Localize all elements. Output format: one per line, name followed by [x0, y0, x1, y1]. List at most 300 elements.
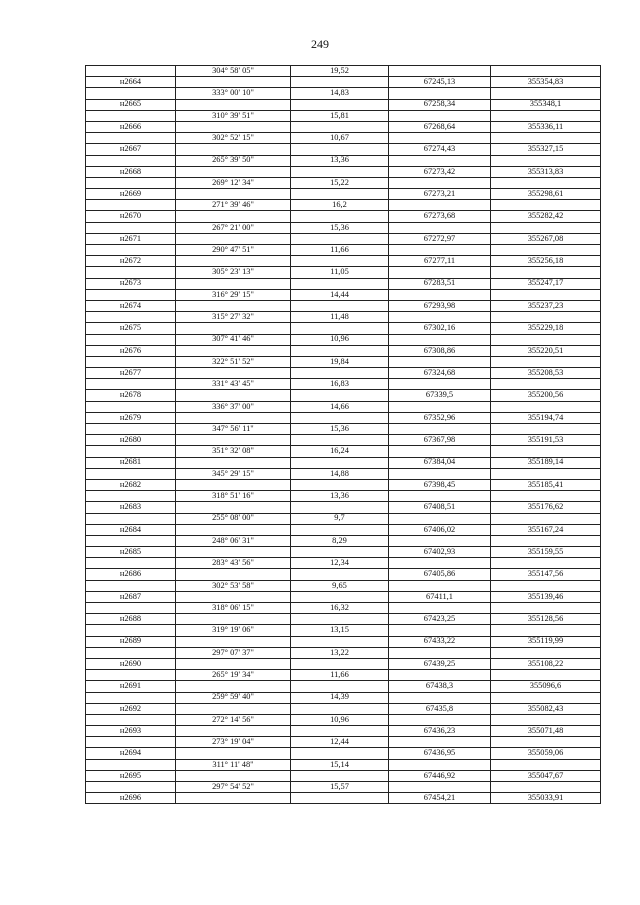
y-coordinate-cell: 355176,62 — [491, 502, 601, 513]
x-coordinate-cell — [389, 446, 491, 457]
angle-cell — [176, 233, 291, 244]
point-cell — [86, 580, 176, 591]
distance-cell — [291, 502, 389, 513]
x-coordinate-cell: 67268,64 — [389, 121, 491, 132]
angle-cell: 271° 39' 46" — [176, 200, 291, 211]
table-row — [86, 782, 601, 793]
angle-cell — [176, 748, 291, 759]
y-coordinate-cell: 355167,24 — [491, 524, 601, 535]
y-coordinate-cell: 355348,1 — [491, 99, 601, 110]
y-coordinate-cell — [491, 737, 601, 748]
point-cell — [86, 110, 176, 121]
table-row — [86, 513, 601, 524]
angle-cell — [176, 770, 291, 781]
x-coordinate-cell: 67339,5 — [389, 390, 491, 401]
distance-cell: 16,2 — [291, 200, 389, 211]
y-coordinate-cell: 355185,41 — [491, 479, 601, 490]
table-row — [86, 390, 601, 401]
point-cell: н2668 — [86, 166, 176, 177]
point-cell: н2672 — [86, 256, 176, 267]
distance-cell: 16,32 — [291, 603, 389, 614]
x-coordinate-cell — [389, 401, 491, 412]
table-row — [86, 133, 601, 144]
table-row — [86, 412, 601, 423]
x-coordinate-cell — [389, 133, 491, 144]
point-cell: н2679 — [86, 412, 176, 423]
table-row — [86, 703, 601, 714]
point-cell — [86, 133, 176, 144]
y-coordinate-cell: 355147,56 — [491, 569, 601, 580]
y-coordinate-cell: 355327,15 — [491, 144, 601, 155]
distance-cell — [291, 547, 389, 558]
angle-cell — [176, 300, 291, 311]
point-cell: н2673 — [86, 278, 176, 289]
x-coordinate-cell: 67436,95 — [389, 748, 491, 759]
x-coordinate-cell — [389, 737, 491, 748]
distance-cell: 15,14 — [291, 759, 389, 770]
point-cell: н2664 — [86, 77, 176, 88]
x-coordinate-cell — [389, 379, 491, 390]
x-coordinate-cell — [389, 468, 491, 479]
point-cell: н2695 — [86, 770, 176, 781]
point-cell: н2690 — [86, 658, 176, 669]
distance-cell: 15,36 — [291, 222, 389, 233]
distance-cell: 9,7 — [291, 513, 389, 524]
x-coordinate-cell — [389, 759, 491, 770]
angle-cell — [176, 524, 291, 535]
angle-cell: 283° 43' 56" — [176, 558, 291, 569]
x-coordinate-cell — [389, 782, 491, 793]
point-cell: н2665 — [86, 99, 176, 110]
point-cell: н2680 — [86, 435, 176, 446]
x-coordinate-cell: 67384,04 — [389, 457, 491, 468]
distance-cell — [291, 435, 389, 446]
table-row — [86, 591, 601, 602]
angle-cell — [176, 726, 291, 737]
point-cell: н2694 — [86, 748, 176, 759]
point-cell: н2674 — [86, 300, 176, 311]
angle-cell: 265° 19' 34" — [176, 670, 291, 681]
table-row — [86, 636, 601, 647]
x-coordinate-cell — [389, 356, 491, 367]
y-coordinate-cell — [491, 558, 601, 569]
y-coordinate-cell: 355194,74 — [491, 412, 601, 423]
distance-cell — [291, 636, 389, 647]
point-cell: н2671 — [86, 233, 176, 244]
angle-cell: 290° 47' 51" — [176, 245, 291, 256]
y-coordinate-cell — [491, 759, 601, 770]
table-row — [86, 368, 601, 379]
distance-cell: 13,36 — [291, 155, 389, 166]
distance-cell: 13,36 — [291, 491, 389, 502]
x-coordinate-cell: 67438,3 — [389, 681, 491, 692]
point-cell — [86, 245, 176, 256]
angle-cell: 259° 59' 40" — [176, 692, 291, 703]
point-cell — [86, 513, 176, 524]
x-coordinate-cell — [389, 289, 491, 300]
distance-cell: 16,24 — [291, 446, 389, 457]
y-coordinate-cell: 355313,83 — [491, 166, 601, 177]
point-cell — [86, 491, 176, 502]
distance-cell — [291, 658, 389, 669]
page-number: 249 — [311, 37, 329, 51]
point-cell — [86, 66, 176, 77]
angle-cell — [176, 479, 291, 490]
table-row — [86, 66, 601, 77]
table-row — [86, 502, 601, 513]
table-row — [86, 446, 601, 457]
table-row — [86, 457, 601, 468]
x-coordinate-cell — [389, 603, 491, 614]
distance-cell — [291, 479, 389, 490]
angle-cell: 310° 39' 51" — [176, 110, 291, 121]
angle-cell — [176, 591, 291, 602]
y-coordinate-cell: 355071,48 — [491, 726, 601, 737]
y-coordinate-cell — [491, 580, 601, 591]
y-coordinate-cell — [491, 133, 601, 144]
x-coordinate-cell: 67446,92 — [389, 770, 491, 781]
y-coordinate-cell — [491, 782, 601, 793]
y-coordinate-cell — [491, 200, 601, 211]
y-coordinate-cell — [491, 535, 601, 546]
x-coordinate-cell: 67405,86 — [389, 569, 491, 580]
x-coordinate-cell: 67272,97 — [389, 233, 491, 244]
distance-cell: 14,44 — [291, 289, 389, 300]
table-row — [86, 603, 601, 614]
y-coordinate-cell: 355200,56 — [491, 390, 601, 401]
point-cell: н2683 — [86, 502, 176, 513]
angle-cell: 297° 07' 37" — [176, 647, 291, 658]
point-cell: н2687 — [86, 591, 176, 602]
y-coordinate-cell — [491, 468, 601, 479]
angle-cell: 322° 51' 52" — [176, 356, 291, 367]
angle-cell: 267° 21' 00" — [176, 222, 291, 233]
point-cell — [86, 401, 176, 412]
distance-cell — [291, 77, 389, 88]
y-coordinate-cell — [491, 647, 601, 658]
table-row — [86, 535, 601, 546]
table-row — [86, 278, 601, 289]
table-row — [86, 692, 601, 703]
table-row — [86, 334, 601, 345]
table-row — [86, 759, 601, 770]
x-coordinate-cell — [389, 245, 491, 256]
y-coordinate-cell: 355237,23 — [491, 300, 601, 311]
y-coordinate-cell — [491, 66, 601, 77]
x-coordinate-cell: 67273,68 — [389, 211, 491, 222]
table-row — [86, 770, 601, 781]
distance-cell: 16,83 — [291, 379, 389, 390]
point-cell: н2692 — [86, 703, 176, 714]
table-row — [86, 714, 601, 725]
distance-cell — [291, 793, 389, 804]
y-coordinate-cell — [491, 401, 601, 412]
x-coordinate-cell — [389, 110, 491, 121]
angle-cell: 302° 52' 15" — [176, 133, 291, 144]
distance-cell — [291, 614, 389, 625]
angle-cell: 304° 58' 05" — [176, 66, 291, 77]
x-coordinate-cell — [389, 66, 491, 77]
x-coordinate-cell — [389, 267, 491, 278]
point-cell: н2681 — [86, 457, 176, 468]
table-row — [86, 345, 601, 356]
angle-cell: 302° 53' 58" — [176, 580, 291, 591]
angle-cell — [176, 345, 291, 356]
distance-cell — [291, 345, 389, 356]
table-row — [86, 401, 601, 412]
point-cell: н2688 — [86, 614, 176, 625]
y-coordinate-cell: 355267,08 — [491, 233, 601, 244]
distance-cell — [291, 278, 389, 289]
distance-cell: 15,36 — [291, 424, 389, 435]
table-row — [86, 356, 601, 367]
point-cell — [86, 535, 176, 546]
table-row — [86, 233, 601, 244]
distance-cell: 10,67 — [291, 133, 389, 144]
y-coordinate-cell: 355059,06 — [491, 748, 601, 759]
table-row — [86, 211, 601, 222]
table-row — [86, 558, 601, 569]
table-row — [86, 614, 601, 625]
angle-cell: 311° 11' 48" — [176, 759, 291, 770]
y-coordinate-cell: 355191,53 — [491, 435, 601, 446]
angle-cell: 255° 08' 00" — [176, 513, 291, 524]
distance-cell — [291, 390, 389, 401]
angle-cell — [176, 368, 291, 379]
point-cell — [86, 267, 176, 278]
point-cell — [86, 379, 176, 390]
table-row — [86, 625, 601, 636]
point-cell — [86, 737, 176, 748]
y-coordinate-cell: 355139,46 — [491, 591, 601, 602]
point-cell — [86, 177, 176, 188]
y-coordinate-cell — [491, 491, 601, 502]
y-coordinate-cell — [491, 446, 601, 457]
table-row — [86, 200, 601, 211]
distance-cell — [291, 412, 389, 423]
x-coordinate-cell — [389, 647, 491, 658]
table-row — [86, 189, 601, 200]
table-row — [86, 435, 601, 446]
table-row — [86, 245, 601, 256]
x-coordinate-cell: 67411,1 — [389, 591, 491, 602]
y-coordinate-cell — [491, 625, 601, 636]
x-coordinate-cell: 67283,51 — [389, 278, 491, 289]
y-coordinate-cell: 355128,56 — [491, 614, 601, 625]
x-coordinate-cell: 67398,45 — [389, 479, 491, 490]
point-cell: н2689 — [86, 636, 176, 647]
y-coordinate-cell: 355220,51 — [491, 345, 601, 356]
distance-cell: 10,96 — [291, 714, 389, 725]
angle-cell — [176, 547, 291, 558]
y-coordinate-cell: 355282,42 — [491, 211, 601, 222]
y-coordinate-cell — [491, 155, 601, 166]
x-coordinate-cell — [389, 535, 491, 546]
angle-cell — [176, 278, 291, 289]
distance-cell: 19,52 — [291, 66, 389, 77]
angle-cell: 305° 23' 13" — [176, 267, 291, 278]
coordinates-table — [85, 65, 601, 804]
y-coordinate-cell — [491, 379, 601, 390]
table-row — [86, 569, 601, 580]
x-coordinate-cell — [389, 513, 491, 524]
x-coordinate-cell: 67258,34 — [389, 99, 491, 110]
x-coordinate-cell — [389, 692, 491, 703]
angle-cell: 315° 27' 32" — [176, 312, 291, 323]
y-coordinate-cell: 355298,61 — [491, 189, 601, 200]
table-row — [86, 793, 601, 804]
table-row — [86, 580, 601, 591]
table-row — [86, 323, 601, 334]
distance-cell: 11,66 — [291, 670, 389, 681]
x-coordinate-cell — [389, 424, 491, 435]
x-coordinate-cell: 67302,16 — [389, 323, 491, 334]
table-row — [86, 222, 601, 233]
distance-cell: 14,88 — [291, 468, 389, 479]
y-coordinate-cell: 355047,67 — [491, 770, 601, 781]
y-coordinate-cell — [491, 222, 601, 233]
point-cell — [86, 356, 176, 367]
point-cell: н2682 — [86, 479, 176, 490]
distance-cell — [291, 233, 389, 244]
table-row — [86, 99, 601, 110]
distance-cell — [291, 323, 389, 334]
angle-cell — [176, 323, 291, 334]
x-coordinate-cell: 67293,98 — [389, 300, 491, 311]
y-coordinate-cell: 355108,22 — [491, 658, 601, 669]
angle-cell: 345° 29' 15" — [176, 468, 291, 479]
distance-cell: 12,34 — [291, 558, 389, 569]
angle-cell — [176, 435, 291, 446]
table-row — [86, 748, 601, 759]
x-coordinate-cell — [389, 222, 491, 233]
point-cell — [86, 200, 176, 211]
distance-cell — [291, 368, 389, 379]
angle-cell: 273° 19' 04" — [176, 737, 291, 748]
table-row — [86, 647, 601, 658]
x-coordinate-cell: 67406,02 — [389, 524, 491, 535]
point-cell — [86, 424, 176, 435]
angle-cell — [176, 121, 291, 132]
x-coordinate-cell — [389, 88, 491, 99]
distance-cell — [291, 770, 389, 781]
table-row — [86, 110, 601, 121]
distance-cell — [291, 457, 389, 468]
x-coordinate-cell: 67277,11 — [389, 256, 491, 267]
point-cell: н2686 — [86, 569, 176, 580]
x-coordinate-cell — [389, 312, 491, 323]
table-row — [86, 658, 601, 669]
point-cell: н2670 — [86, 211, 176, 222]
distance-cell: 9,65 — [291, 580, 389, 591]
point-cell — [86, 759, 176, 770]
point-cell — [86, 289, 176, 300]
table-row — [86, 256, 601, 267]
angle-cell: 319° 19' 06" — [176, 625, 291, 636]
table-row — [86, 166, 601, 177]
angle-cell — [176, 144, 291, 155]
y-coordinate-cell — [491, 714, 601, 725]
angle-cell — [176, 502, 291, 513]
x-coordinate-cell: 67454,21 — [389, 793, 491, 804]
y-coordinate-cell — [491, 334, 601, 345]
angle-cell: 269° 12' 34" — [176, 177, 291, 188]
point-cell — [86, 222, 176, 233]
point-cell — [86, 782, 176, 793]
point-cell: н2666 — [86, 121, 176, 132]
point-cell — [86, 603, 176, 614]
y-coordinate-cell — [491, 692, 601, 703]
angle-cell — [176, 77, 291, 88]
point-cell: н2667 — [86, 144, 176, 155]
table-row — [86, 144, 601, 155]
x-coordinate-cell: 67439,25 — [389, 658, 491, 669]
table-row — [86, 88, 601, 99]
angle-cell: 347° 56' 11" — [176, 424, 291, 435]
x-coordinate-cell — [389, 200, 491, 211]
point-cell — [86, 312, 176, 323]
y-coordinate-cell: 355256,18 — [491, 256, 601, 267]
y-coordinate-cell — [491, 670, 601, 681]
x-coordinate-cell: 67402,93 — [389, 547, 491, 558]
y-coordinate-cell: 355336,11 — [491, 121, 601, 132]
angle-cell — [176, 166, 291, 177]
point-cell — [86, 625, 176, 636]
angle-cell: 336° 37' 00" — [176, 401, 291, 412]
point-cell: н2675 — [86, 323, 176, 334]
y-coordinate-cell — [491, 424, 601, 435]
x-coordinate-cell — [389, 155, 491, 166]
x-coordinate-cell — [389, 177, 491, 188]
table-row — [86, 312, 601, 323]
angle-cell — [176, 793, 291, 804]
distance-cell — [291, 300, 389, 311]
x-coordinate-cell — [389, 580, 491, 591]
y-coordinate-cell: 355033,91 — [491, 793, 601, 804]
distance-cell — [291, 726, 389, 737]
distance-cell — [291, 144, 389, 155]
angle-cell — [176, 390, 291, 401]
distance-cell: 13,15 — [291, 625, 389, 636]
table-row — [86, 737, 601, 748]
distance-cell — [291, 99, 389, 110]
x-coordinate-cell: 67435,8 — [389, 703, 491, 714]
distance-cell: 10,96 — [291, 334, 389, 345]
point-cell: н2693 — [86, 726, 176, 737]
table-row — [86, 424, 601, 435]
y-coordinate-cell — [491, 356, 601, 367]
point-cell: н2676 — [86, 345, 176, 356]
y-coordinate-cell: 355354,83 — [491, 77, 601, 88]
angle-cell: 265° 39' 50" — [176, 155, 291, 166]
angle-cell: 316° 29' 15" — [176, 289, 291, 300]
table-body — [86, 66, 601, 804]
angle-cell — [176, 636, 291, 647]
x-coordinate-cell: 67273,21 — [389, 189, 491, 200]
distance-cell — [291, 189, 389, 200]
y-coordinate-cell — [491, 603, 601, 614]
y-coordinate-cell — [491, 312, 601, 323]
angle-cell — [176, 189, 291, 200]
point-cell — [86, 155, 176, 166]
distance-cell — [291, 256, 389, 267]
point-cell: н2696 — [86, 793, 176, 804]
distance-cell — [291, 524, 389, 535]
angle-cell: 333° 00' 10" — [176, 88, 291, 99]
angle-cell — [176, 99, 291, 110]
x-coordinate-cell — [389, 670, 491, 681]
point-cell — [86, 468, 176, 479]
